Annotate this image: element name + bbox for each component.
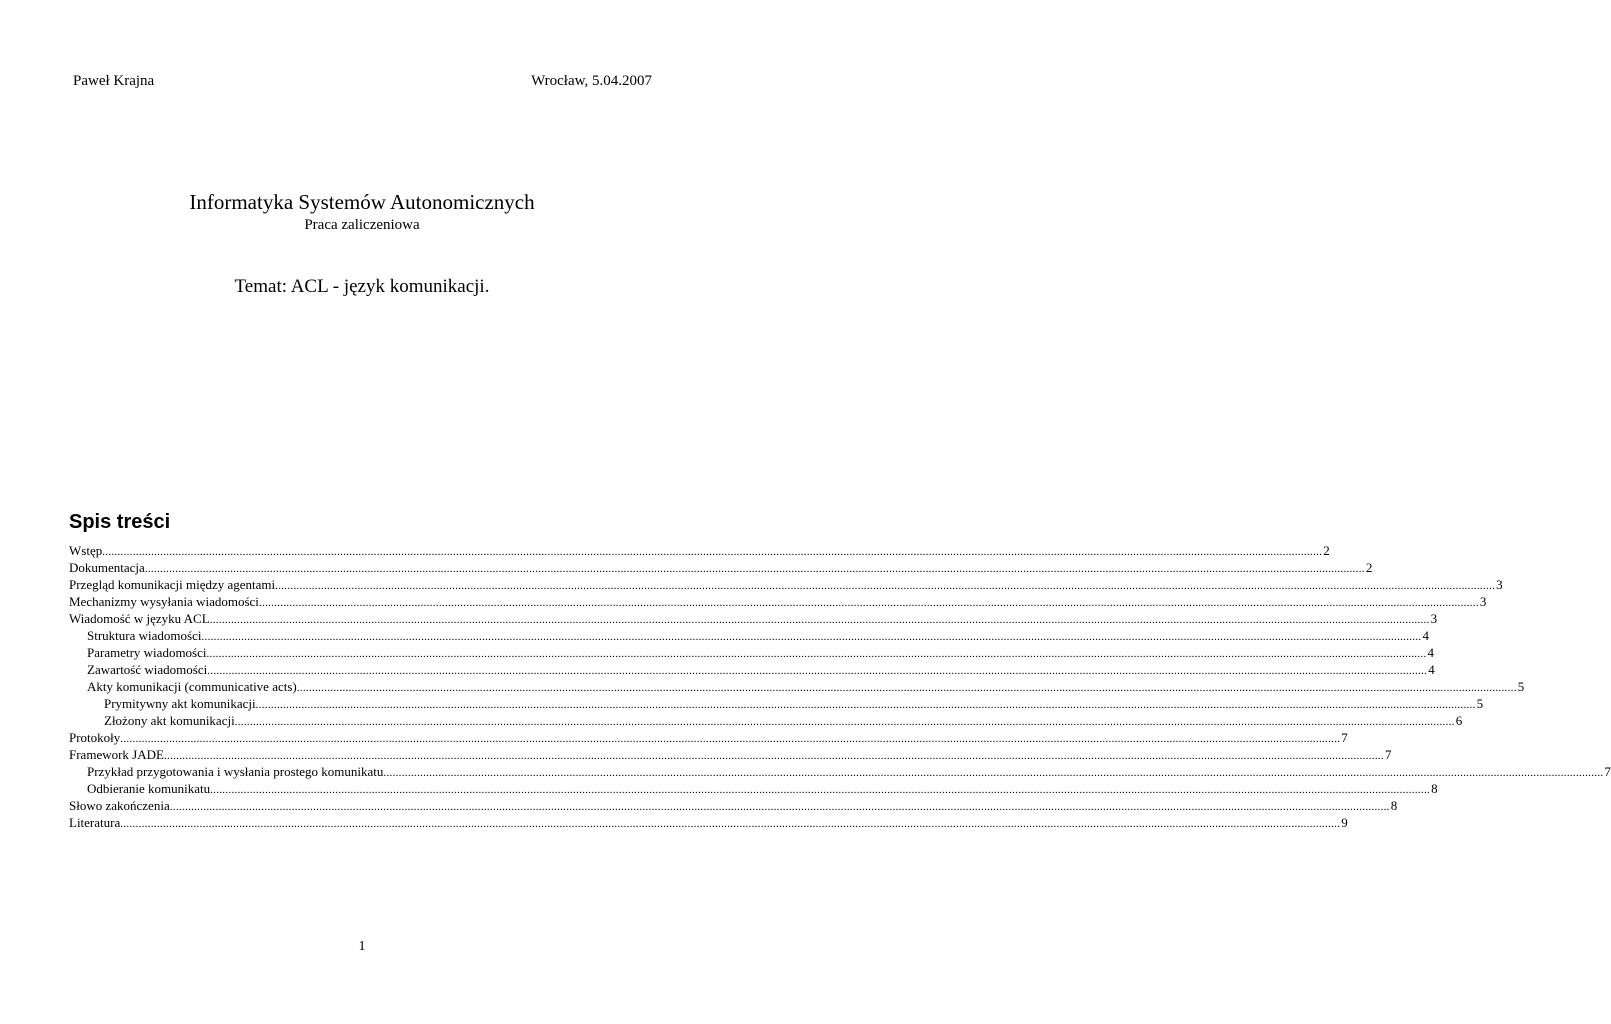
toc-entry[interactable] xyxy=(69,746,1392,763)
toc-entry[interactable] xyxy=(69,661,1435,678)
toc-entry[interactable] xyxy=(69,559,1373,576)
toc-entry-page: 5 xyxy=(1517,679,1525,694)
toc-entry[interactable] xyxy=(69,814,1348,831)
toc-dot-leader: ................................................................................................................................................................................................................................................................................................................................................................................................................ xyxy=(296,682,1517,694)
toc-entry-page: 2 xyxy=(1365,560,1373,575)
toc-entry-label: Dokumentacja xyxy=(69,560,145,575)
toc-entry[interactable] xyxy=(69,593,1487,610)
toc-entry-label: Protokoły xyxy=(69,730,121,745)
toc-dot-leader: ................................................................................................................................................................................................................................................................................................................................................................................................................ xyxy=(383,767,1604,779)
toc-entry[interactable] xyxy=(69,644,1434,661)
toc-entry-page: 4 xyxy=(1427,645,1434,660)
toc-dot-leader: ................................................................................................................................................................................................................................................................................................................................................................................................................ xyxy=(120,733,1341,745)
toc-entry-page: 8 xyxy=(1390,798,1398,813)
document-subtitle: Praca zaliczeniowa xyxy=(304,217,420,233)
toc-dot-leader: ................................................................................................................................................................................................................................................................................................................................................................................................................ xyxy=(255,699,1476,711)
toc-entry-label: Wiadomość w języku ACL xyxy=(69,611,210,626)
toc-dot-leader: ................................................................................................................................................................................................................................................................................................................................................................................................................ xyxy=(234,716,1455,728)
place-and-date: Wrocław, 5.04.2007 xyxy=(531,73,652,89)
toc-entry[interactable] xyxy=(69,610,1438,627)
toc-dot-leader: ................................................................................................................................................................................................................................................................................................................................................................................................................ xyxy=(258,597,1479,609)
toc-entry-label: Słowo zakończenia xyxy=(69,798,170,813)
toc-dot-leader: ................................................................................................................................................................................................................................................................................................................................................................................................................ xyxy=(163,750,1384,762)
toc-entry[interactable] xyxy=(69,576,1503,593)
toc-entry-label: Mechanizmy wysyłania wiadomości xyxy=(69,594,259,609)
toc-entry-page: 8 xyxy=(1431,781,1438,796)
toc-entry-page: 3 xyxy=(1496,577,1503,592)
toc-entry[interactable] xyxy=(69,763,1611,780)
toc-entry-page: 7 xyxy=(1341,730,1348,745)
toc-dot-leader: ................................................................................................................................................................................................................................................................................................................................................................................................................ xyxy=(201,631,1422,643)
toc-entry[interactable] xyxy=(69,542,1330,559)
toc-entry-label: Odbieranie komunikatu xyxy=(87,781,211,796)
document-title: Informatyka Systemów Autonomicznych xyxy=(189,190,535,214)
toc-entry-page: 4 xyxy=(1428,662,1435,677)
toc-entry-label: Parametry wiadomości xyxy=(87,645,207,660)
toc-entry[interactable] xyxy=(69,678,1525,695)
toc-entry[interactable] xyxy=(69,627,1429,644)
toc-dot-leader: ................................................................................................................................................................................................................................................................................................................................................................................................................ xyxy=(207,665,1428,677)
document-topic: Temat: ACL - język komunikacji. xyxy=(234,276,490,297)
toc-entry-page: 5 xyxy=(1476,696,1484,711)
toc-dot-leader: ................................................................................................................................................................................................................................................................................................................................................................................................................ xyxy=(144,563,1365,575)
toc-entry[interactable] xyxy=(69,729,1348,746)
toc-heading: Spis treści xyxy=(69,511,171,533)
toc-entry-label: Struktura wiadomości xyxy=(87,628,202,643)
toc-entry-page: 9 xyxy=(1341,815,1348,830)
author-name: Paweł Krajna xyxy=(73,73,155,89)
page-number: 1 xyxy=(358,939,366,954)
toc-entry-label: Literatura xyxy=(69,815,121,830)
toc-entry-page: 7 xyxy=(1384,747,1392,762)
toc-dot-leader: ................................................................................................................................................................................................................................................................................................................................................................................................................ xyxy=(169,801,1390,813)
toc-entry[interactable] xyxy=(69,695,1484,712)
toc-entry-label: Złożony akt komunikacji xyxy=(104,713,235,728)
toc-dot-leader: ................................................................................................................................................................................................................................................................................................................................................................................................................ xyxy=(210,784,1431,796)
toc-dot-leader: ................................................................................................................................................................................................................................................................................................................................................................................................................ xyxy=(120,818,1341,830)
toc-entry-label: Prymitywny akt komunikacji xyxy=(104,696,256,711)
toc-dot-leader: ................................................................................................................................................................................................................................................................................................................................................................................................................ xyxy=(102,546,1323,558)
toc-entry-page: 7 xyxy=(1604,764,1611,779)
toc-entry-label: Przegląd komunikacji między agentami xyxy=(69,577,276,592)
toc-entry-page: 3 xyxy=(1430,611,1438,626)
toc-entry[interactable] xyxy=(69,780,1438,797)
toc-entry-label: Zawartość wiadomości xyxy=(87,662,208,677)
toc-entry-label: Framework JADE xyxy=(69,747,164,762)
toc-entry-label: Akty komunikacji (communicative acts) xyxy=(87,679,297,694)
toc-entry-label: Wstęp xyxy=(69,543,103,558)
toc-entry[interactable] xyxy=(69,712,1463,729)
table-of-contents xyxy=(69,542,1611,831)
toc-entry-label: Przykład przygotowania i wysłania prostego komunikatu xyxy=(87,764,384,779)
toc-entry-page: 3 xyxy=(1479,594,1487,609)
toc-dot-leader: ................................................................................................................................................................................................................................................................................................................................................................................................................ xyxy=(209,614,1430,626)
toc-dot-leader: ................................................................................................................................................................................................................................................................................................................................................................................................................ xyxy=(206,648,1427,660)
toc-entry-page: 4 xyxy=(1422,628,1429,643)
toc-dot-leader: ................................................................................................................................................................................................................................................................................................................................................................................................................ xyxy=(275,580,1496,592)
toc-entry-page: 6 xyxy=(1455,713,1463,728)
toc-entry[interactable] xyxy=(69,797,1398,814)
toc-entry-page: 2 xyxy=(1323,543,1330,558)
